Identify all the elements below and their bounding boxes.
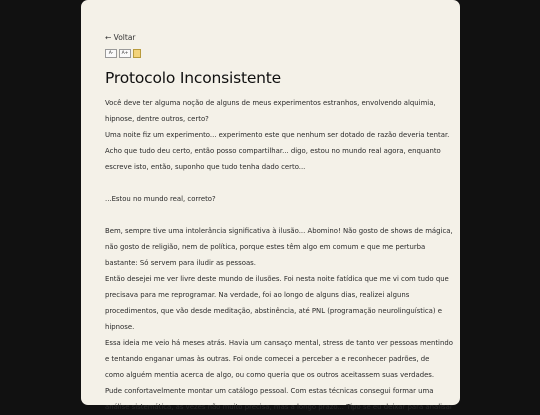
paragraph-line: Então desejei me ver livre deste mundo de ilusões. Foi nesta noite fatídica que me vi com tudo que xyxy=(105,275,449,283)
article-page xyxy=(81,0,460,411)
paragraph-line: e tentando enganar umas às outras. Foi onde comecei a perceber a e reconhecer padrões, de xyxy=(105,355,430,363)
page-title: Protocolo Inconsistente xyxy=(105,69,282,87)
article-body xyxy=(105,95,453,415)
paragraph-line: Pude confortavelmente montar um catálogo pessoal. Com estas técnicas consegui formar uma xyxy=(105,387,434,395)
paragraph-gap xyxy=(105,207,437,223)
paragraph-line: precisava para me reprogramar. Na verdade, foi ao longo de alguns dias, realizei alguns xyxy=(105,291,410,299)
paragraph-line: Uma noite fiz um experimento... experimento este que nenhum ser dotado de razão deveria tentar. xyxy=(105,131,450,139)
back-link[interactable]: ← Voltar xyxy=(105,33,136,42)
paragraph-line: Você deve ter alguma noção de alguns de meus experimentos estranhos, envolvendo alquimia, xyxy=(105,99,436,107)
paragraph-line: hipnose, dentre outros, certo? xyxy=(105,115,209,123)
decrease-font-button[interactable]: A- xyxy=(105,49,117,58)
paragraph-gap xyxy=(105,175,437,191)
paragraph-line: escreve isto, então, suponho que tudo tenha dado certo... xyxy=(105,163,306,171)
paragraph-line: Bem, sempre tive uma intolerância significativa à ilusão... Abomino! Não gosto de shows de mágica, xyxy=(105,227,453,235)
paragraph-line: bastante: Só servem para iludir as pessoas. xyxy=(105,259,256,267)
paragraph-line: análise sistemática, as vezes não muito precisa, mas a longo prazo... Tipo se eu deixar para analisar xyxy=(105,403,453,411)
paragraph-line: hipnose. xyxy=(105,323,135,331)
font-size-toolbar xyxy=(105,49,437,57)
paragraph-line: ...Estou no mundo real, correto? xyxy=(105,195,216,203)
paragraph-line: Essa ideia me veio há meses atrás. Havia um cansaço mental, stress de tanto ver pessoas mentindo xyxy=(105,339,453,347)
paragraph-line: como alguém mentia acerca de algo, ou como queria que os outros aceitassem suas verdades. xyxy=(105,371,435,379)
article-content xyxy=(105,25,453,415)
paragraph-line: não gosto de religião, nem de política, porque estes têm algo em comum e que me perturba xyxy=(105,243,426,251)
paragraph-line: Acho que tudo deu certo, então posso compartilhar... digo, estou no mundo real agora, enquanto xyxy=(105,147,441,155)
increase-font-button[interactable]: A+ xyxy=(119,49,131,58)
theme-toggle-icon[interactable] xyxy=(133,49,141,58)
paragraph-line: procedimentos, que vão desde meditação, abstinência, até PNL (programação neurolinguística) e xyxy=(105,307,443,315)
